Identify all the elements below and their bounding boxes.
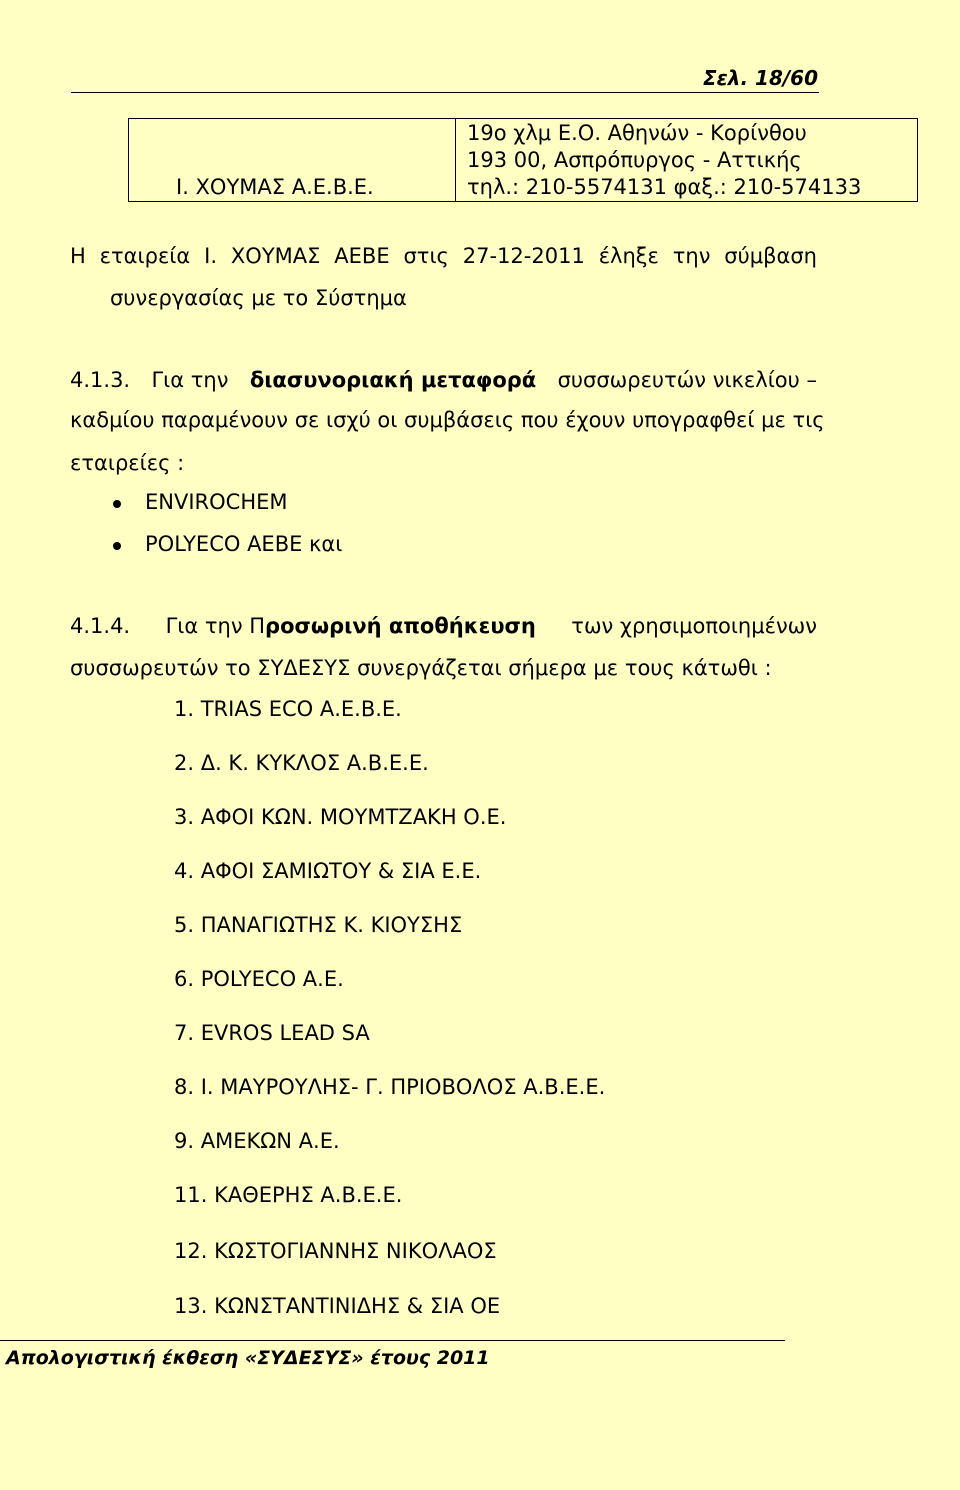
section-413-line-2: καδμίου παραμένουν σε ισχύ οι συμβάσεις που έχουν υπογραφθεί με τις [70,408,825,432]
section-413-line-1 [70,368,817,392]
section-414-bold-phrase: ροσωρινή αποθήκευση [265,614,536,638]
phone-fax-line: τηλ.: 210-5574131 φαξ.: 210-574133 [467,175,862,199]
address-line: 193 00, Ασπρόπυργος - Αττικής [467,148,802,172]
header-table-divider [455,119,456,201]
section-413-line-3: εταιρείες : [70,451,185,475]
company-name: Ι. ΧΟΥΜΑΣ Α.Ε.Β.Ε. [176,175,374,199]
list-item: 8. Ι. ΜΑΥΡΟΥΛΗΣ- Γ. ΠΡΙΟΒΟΛΟΣ Α.Β.Ε.Ε. [174,1075,606,1099]
bullet-item: ENVIROCHEM [145,490,288,514]
header-rule [71,92,819,93]
address-line: 19ο χλμ Ε.Ο. Αθηνών - Κορίνθου [467,121,807,145]
section-414-line-1-rest: των χρησιμοποιημένων [571,614,817,638]
bullet-icon [113,500,121,508]
section-413-lead: Για την [151,368,229,392]
section-413-line-1-rest: συσσωρευτών νικελίου – [557,368,817,392]
list-item: 5. ΠΑΝΑΓΙΩΤΗΣ Κ. ΚΙΟΥΣΗΣ [174,913,463,937]
section-414-line-1 [70,614,817,638]
list-item: 9. ΑΜΕΚΩΝ Α.Ε. [174,1129,340,1153]
list-item: 13. ΚΩΝΣΤΑΝΤΙΝΙΔΗΣ & ΣΙΑ ΟΕ [174,1294,501,1318]
list-item: 11. ΚΑΘΕΡΗΣ Α.Β.Ε.Ε. [174,1183,403,1207]
list-item: 6. POLYECO Α.Ε. [174,967,344,991]
footer-title: Απολογιστική έκθεση «ΣΥΔΕΣΥΣ» έτους 2011 [6,1347,490,1369]
section-414-number: 4.1.4. [70,614,131,638]
section-413-number: 4.1.3. [70,368,131,392]
header-table [128,118,918,202]
page-number: Σελ. 18/60 [703,66,818,90]
list-item: 7. EVROS LEAD SA [174,1021,370,1045]
list-item: 1. TRIAS ECO Α.Ε.Β.Ε. [174,697,402,721]
bullet-icon [113,542,121,550]
list-item: 4. ΑΦΟΙ ΣΑΜΙΩΤΟΥ & ΣΙΑ Ε.Ε. [174,859,482,883]
footer-rule [0,1340,785,1341]
intro-line-2: συνεργασίας με το Σύστημα [110,286,407,310]
section-413-bold-phrase: διασυνοριακή μεταφορά [249,368,537,392]
list-item: 2. Δ. Κ. ΚΥΚΛΟΣ Α.Β.Ε.Ε. [174,751,429,775]
list-item: 12. ΚΩΣΤΟΓΙΑΝΝΗΣ ΝΙΚΟΛΑΟΣ [174,1239,497,1263]
section-414-lead: Για την Π [165,614,266,638]
section-414-line-2: συσσωρευτών το ΣΥΔΕΣΥΣ συνεργάζεται σήμερα με τους κάτωθι : [70,656,772,680]
bullet-item: POLYECO ΑΕΒΕ και [145,532,343,556]
list-item: 3. ΑΦΟΙ ΚΩΝ. ΜΟΥΜΤΖΑΚΗ Ο.Ε. [174,805,507,829]
intro-line-1: Η εταιρεία Ι. ΧΟΥΜΑΣ ΑΕΒΕ στις 27-12-2011 έληξε την σύμβαση [70,244,817,268]
